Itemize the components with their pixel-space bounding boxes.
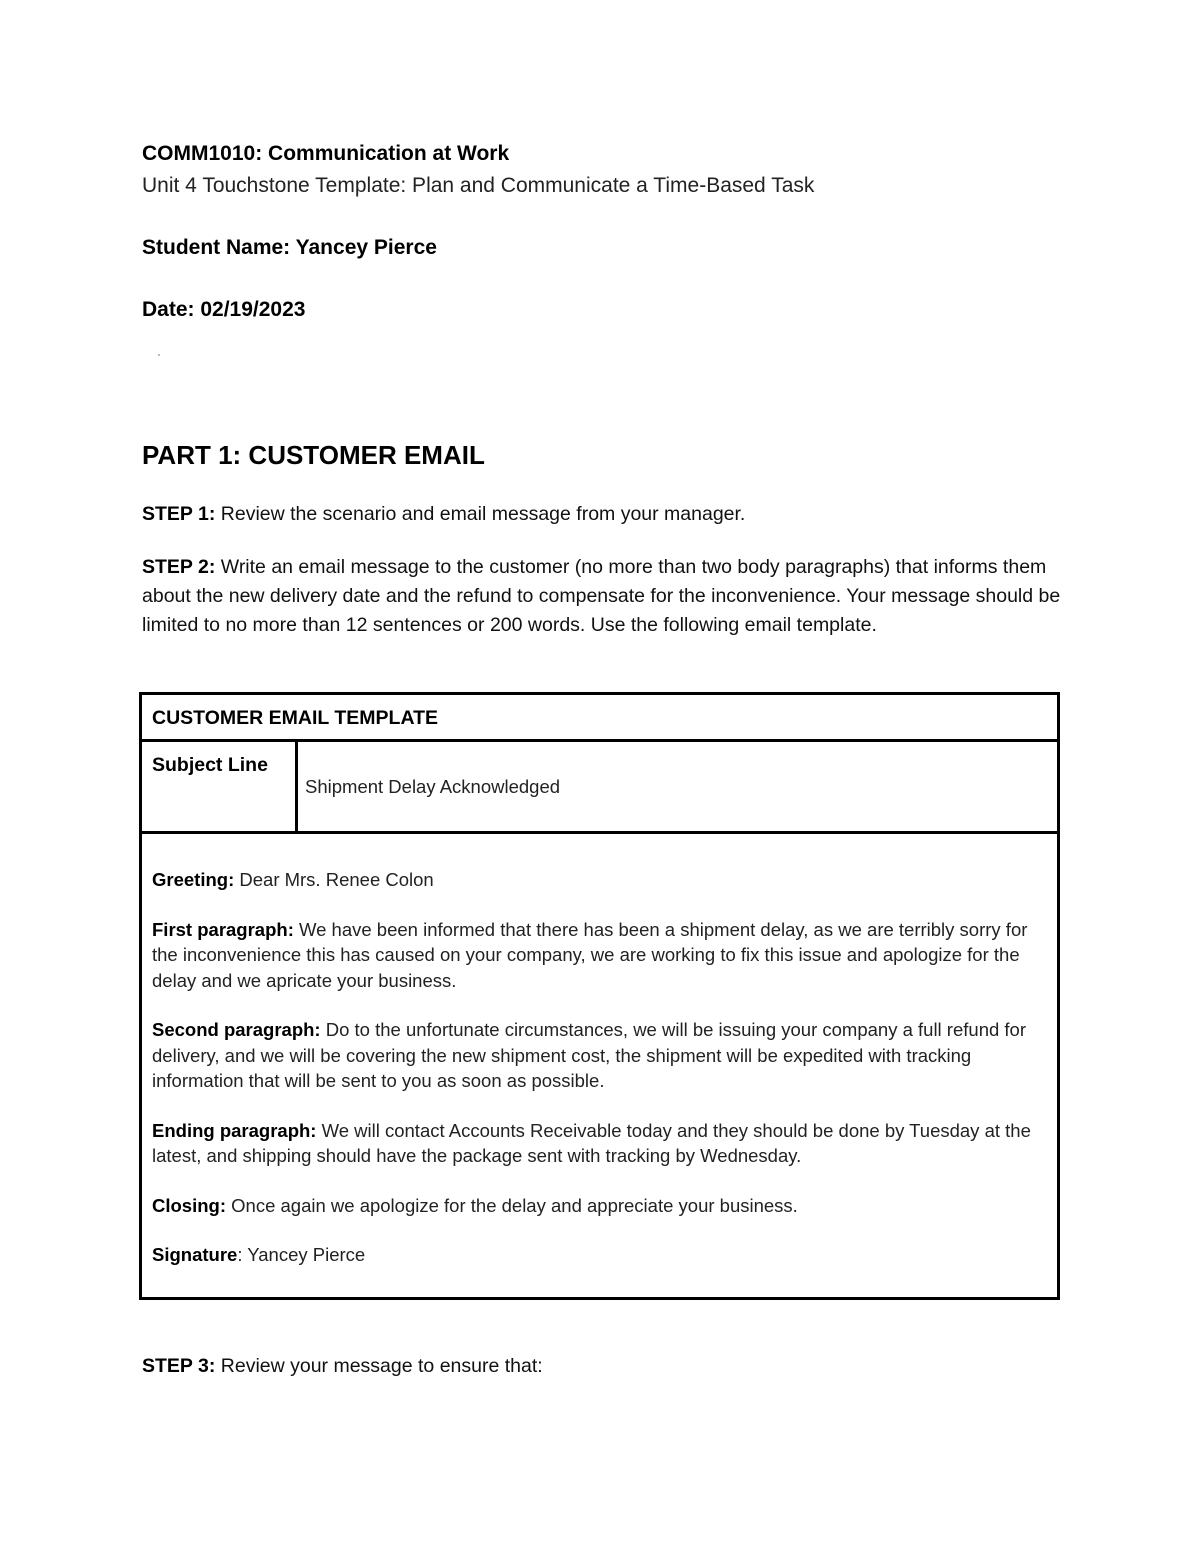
student-name-value: Yancey Pierce xyxy=(295,236,437,259)
second-paragraph-label: Second paragraph: xyxy=(152,1019,321,1040)
first-paragraph-label: First paragraph: xyxy=(152,918,294,940)
ending-paragraph-label: Ending paragraph: xyxy=(152,1119,317,1141)
signature-text: : Yancey Pierce xyxy=(237,1244,366,1265)
second-paragraph xyxy=(152,1017,1052,1094)
stray-mark xyxy=(158,354,160,356)
email-template-table xyxy=(139,692,1060,1300)
step-1-text: Review the scenario and email message from your manager. xyxy=(220,503,746,525)
greeting-text: Dear Mrs. Renee Colon xyxy=(239,869,434,890)
second-paragraph-text: Do to the unfortunate circumstances, we will be issuing your company a full refund for delivery, and we will be covering the new shipment cost, the shipment will be expedited with tracking information that will be sent to you as soon as possible. xyxy=(152,1019,1026,1091)
assignment-subtitle: Unit 4 Touchstone Template: Plan and Communicate a Time-Based Task xyxy=(142,174,815,197)
subject-label-cell xyxy=(142,742,298,831)
date-label: Date: xyxy=(142,298,195,321)
template-header-row xyxy=(142,695,1057,742)
first-paragraph xyxy=(152,917,1052,994)
course-title: COMM1010: Communication at Work xyxy=(142,142,510,165)
date-line xyxy=(142,298,305,322)
student-name-label: Student Name: xyxy=(142,236,291,259)
email-body xyxy=(152,867,1052,1292)
step-2 xyxy=(142,553,1062,640)
closing-label: Closing: xyxy=(152,1194,226,1216)
step-3-text: Review your message to ensure that: xyxy=(220,1355,543,1377)
greeting-label: Greeting: xyxy=(152,869,235,890)
step-1-label: STEP 1: xyxy=(142,503,216,525)
first-paragraph-text: We have been informed that there has been a shipment delay, as we are terribly sorry for the inconvenience this has caused on your company, we are working to fix this issue and apologize for the delay and we apricate your business. xyxy=(152,918,1028,991)
subject-row xyxy=(142,742,1057,834)
signature-paragraph xyxy=(152,1242,1052,1268)
closing-text: Once again we apologize for the delay and appreciate your business. xyxy=(231,1194,798,1216)
step-2-text: Write an email message to the customer (no more than two body paragraphs) that informs them about the new delivery date and the refund to compensate for the inconvenience. Your message should be limited to no more than 12 sentences or 200 words. Use the following email template. xyxy=(142,556,1061,636)
student-name-line xyxy=(142,236,437,260)
step-3 xyxy=(142,1352,1062,1381)
step-2-label: STEP 2: xyxy=(142,556,216,578)
greeting-paragraph xyxy=(152,867,1052,893)
ending-paragraph-text: We will contact Accounts Receivable today and they should be done by Tuesday at the latest, and shipping should have the package sent with tracking by Wednesday. xyxy=(152,1119,1031,1166)
part-heading: PART 1: CUSTOMER EMAIL xyxy=(142,440,485,470)
step-1 xyxy=(142,500,1062,529)
subject-label: Subject Line xyxy=(152,754,268,776)
signature-label: Signature xyxy=(152,1244,238,1265)
subject-value: Shipment Delay Acknowledged xyxy=(305,776,561,797)
date-value: 02/19/2023 xyxy=(200,298,306,321)
step-3-label: STEP 3: xyxy=(142,1355,216,1377)
ending-paragraph xyxy=(152,1118,1052,1169)
template-title: CUSTOMER EMAIL TEMPLATE xyxy=(152,707,439,729)
closing-paragraph xyxy=(152,1193,1052,1219)
